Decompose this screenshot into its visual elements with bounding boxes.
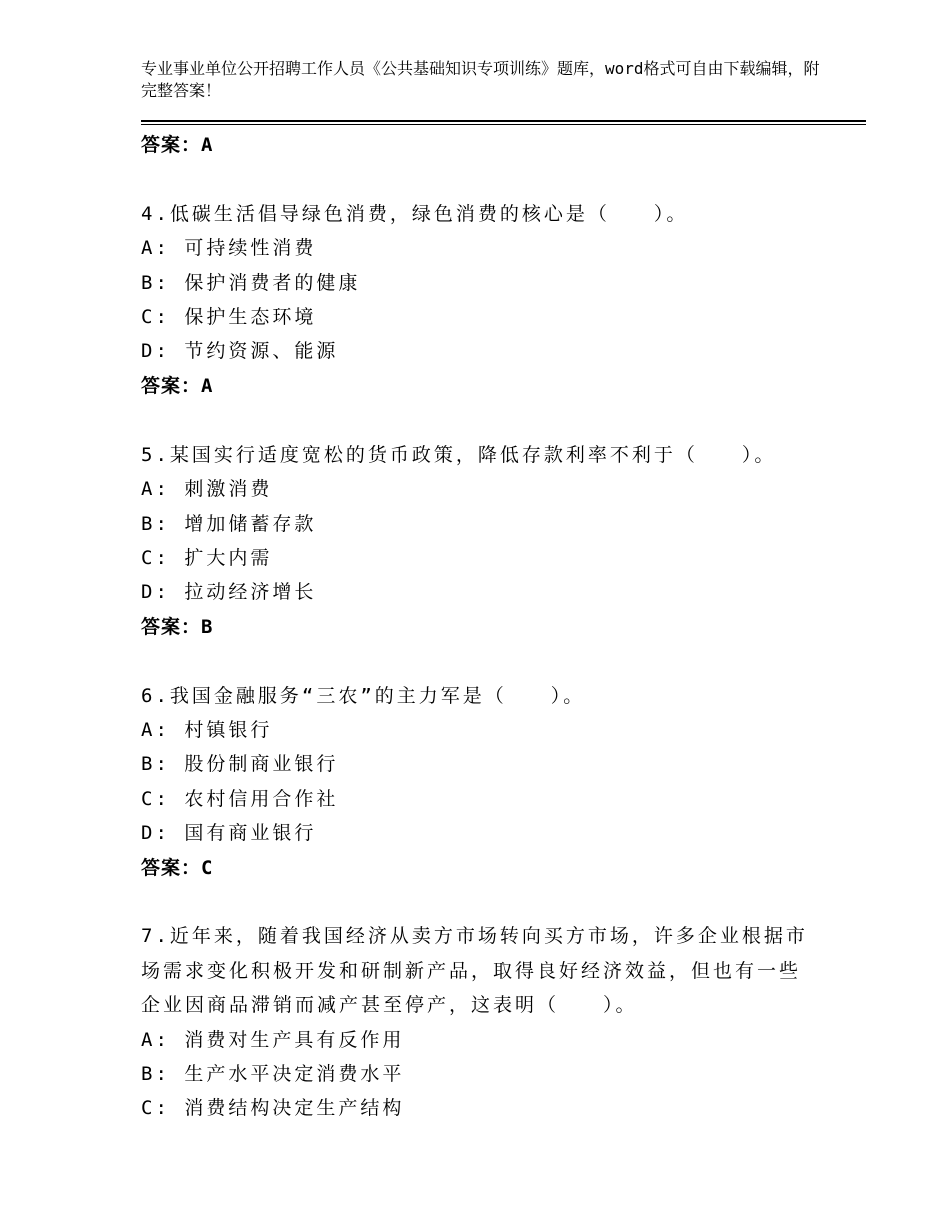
question-stem: 6.我国金融服务“三农”的主力军是（ ）。 xyxy=(141,684,586,707)
question-block xyxy=(141,438,821,644)
question-stem: 5.某国实行适度宽松的货币政策，降低存款利率不利于（ ）。 xyxy=(141,443,777,466)
option-b: B: 增加储蓄存款 xyxy=(141,512,317,535)
question-block xyxy=(141,679,821,885)
question-stem: 7.近年来，随着我国经济从卖方市场转向买方市场，许多企业根据市场需求变化积极开发和研制新产品，取得良好经济效益，但也有一些企业因商品滞销而减产甚至停产，这表明（ ）。 xyxy=(141,925,808,1017)
spacer xyxy=(141,644,821,679)
option-a: A: 消费对生产具有反作用 xyxy=(141,1028,405,1051)
option-b: B: 保护消费者的健康 xyxy=(141,271,361,294)
answer-line: 答案：B xyxy=(141,615,214,638)
question-block xyxy=(141,197,821,403)
spacer xyxy=(141,403,821,438)
option-a: A: 刺激消费 xyxy=(141,478,273,501)
option-c: C: 保护生态环境 xyxy=(141,306,317,329)
answer-line: 答案：C xyxy=(141,856,214,879)
header-divider xyxy=(141,120,866,125)
option-d: D: 拉动经济增长 xyxy=(141,581,317,604)
answer-line: 答案：A xyxy=(141,134,214,156)
question-stem: 4.低碳生活倡导绿色消费，绿色消费的核心是（ ）。 xyxy=(141,202,689,225)
option-c: C: 消费结构决定生产结构 xyxy=(141,1097,405,1120)
option-b: B: 股份制商业银行 xyxy=(141,753,339,776)
header-divider-thick xyxy=(141,120,866,122)
question-block xyxy=(141,919,821,1125)
document-header: 专业事业单位公开招聘工作人员《公共基础知识专项训练》题库，word格式可自由下载编辑，附完整答案！ xyxy=(141,59,820,100)
spacer xyxy=(141,162,821,197)
option-d: D: 节约资源、能源 xyxy=(141,340,339,363)
option-c: C: 扩大内需 xyxy=(141,546,273,569)
header-divider-thin xyxy=(141,124,866,125)
option-a: A: 可持续性消费 xyxy=(141,237,317,260)
spacer xyxy=(141,885,821,920)
option-a: A: 村镇银行 xyxy=(141,718,273,741)
option-d: D: 国有商业银行 xyxy=(141,822,317,845)
option-c: C: 农村信用合作社 xyxy=(141,787,339,810)
answer-line: 答案：A xyxy=(141,374,214,397)
question-list xyxy=(141,128,821,1126)
option-b: B: 生产水平决定消费水平 xyxy=(141,1063,405,1086)
